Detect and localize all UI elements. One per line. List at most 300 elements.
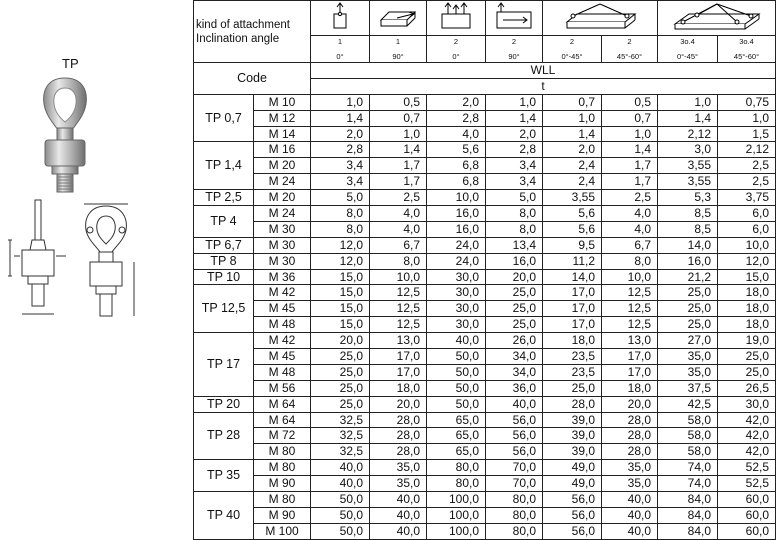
wll-value: 1,4 [311, 110, 370, 126]
wll-value: 6,7 [370, 237, 427, 253]
wll-value: 1,7 [370, 174, 427, 190]
wll-value: 40,0 [427, 333, 486, 349]
table-row [194, 126, 776, 142]
table-row [194, 237, 776, 253]
wll-value: 50,0 [311, 507, 370, 523]
wll-value: 26,5 [718, 380, 776, 396]
wll-value: 12,5 [602, 285, 658, 301]
wll-value: 8,0 [370, 253, 427, 269]
wll-value: 1,4 [543, 126, 602, 142]
model-name: TP 35 [194, 460, 254, 492]
thread-size: M 80 [254, 460, 311, 476]
wll-value: 80,0 [486, 507, 543, 523]
wll-value: 3,75 [718, 190, 776, 206]
wll-value: 2,5 [370, 190, 427, 206]
thread-size: M 80 [254, 444, 311, 460]
thread-size: M 10 [254, 94, 311, 110]
wll-value: 13,0 [370, 333, 427, 349]
table-row [194, 269, 776, 285]
wll-value: 25,0 [486, 301, 543, 317]
legs-angle-cell [543, 36, 602, 63]
wll-value: 0,75 [718, 94, 776, 110]
wll-value: 65,0 [427, 412, 486, 428]
wll-value: 28,0 [602, 444, 658, 460]
header-label-cell [194, 1, 311, 63]
wll-value: 40,0 [486, 396, 543, 412]
wll-value: 4,0 [427, 126, 486, 142]
wll-value: 58,0 [658, 444, 718, 460]
wll-value: 13,0 [602, 333, 658, 349]
wll-value: 42,0 [718, 412, 776, 428]
thread-size: M 64 [254, 412, 311, 428]
wll-value: 2,8 [486, 142, 543, 158]
wll-value: 1,4 [370, 142, 427, 158]
wll-value: 11,2 [543, 253, 602, 269]
attachment-icon-cell [311, 1, 370, 36]
thread-size: M 48 [254, 317, 311, 333]
thread-size: M 24 [254, 206, 311, 222]
wll-value: 49,0 [543, 476, 602, 492]
wll-value: 2,4 [543, 174, 602, 190]
wll-value: 20,0 [486, 269, 543, 285]
wll-value: 12,5 [602, 301, 658, 317]
wll-value: 32,5 [311, 428, 370, 444]
wll-value: 1,0 [543, 110, 602, 126]
wll-value: 10,0 [718, 237, 776, 253]
wll-value: 28,0 [370, 428, 427, 444]
legs-angle-cell [718, 36, 776, 63]
wll-value: 74,0 [658, 476, 718, 492]
wll-value: 40,0 [370, 492, 427, 508]
wll-value: 12,5 [370, 301, 427, 317]
thread-size: M 30 [254, 253, 311, 269]
wll-value: 10,0 [370, 269, 427, 285]
wll-value: 0,5 [602, 94, 658, 110]
wll-value: 18,0 [718, 317, 776, 333]
wll-value: 2,8 [427, 110, 486, 126]
table-row [194, 253, 776, 269]
wll-value: 35,0 [370, 460, 427, 476]
thread-size: M 45 [254, 349, 311, 365]
wll-value: 60,0 [718, 523, 776, 539]
wll-value: 10,0 [427, 190, 486, 206]
wll-value: 17,0 [602, 349, 658, 365]
wll-value: 84,0 [658, 492, 718, 508]
wll-value: 56,0 [543, 507, 602, 523]
model-name: TP 28 [194, 412, 254, 460]
wll-value: 16,0 [427, 206, 486, 222]
legs-angle-cell [486, 36, 543, 63]
wll-value: 56,0 [486, 412, 543, 428]
wll-value: 2,8 [311, 142, 370, 158]
wll-value: 30,0 [718, 396, 776, 412]
table-row [194, 174, 776, 190]
wll-value: 3,4 [486, 174, 543, 190]
wll-value: 28,0 [602, 428, 658, 444]
wll-value: 2,5 [718, 174, 776, 190]
wll-value: 18,0 [718, 285, 776, 301]
inclination-angle: 0°-45° [677, 52, 699, 61]
thread-size: M 20 [254, 190, 311, 206]
wll-value: 12,5 [370, 285, 427, 301]
wll-value: 30,0 [427, 285, 486, 301]
wll-value: 32,5 [311, 444, 370, 460]
model-name: TP 10 [194, 269, 254, 285]
wll-value: 1,4 [602, 142, 658, 158]
wll-value: 5,6 [543, 221, 602, 237]
thread-size: M 42 [254, 285, 311, 301]
attachment-icon-cell [658, 1, 776, 36]
wll-value: 35,0 [658, 349, 718, 365]
wll-value: 2,4 [543, 158, 602, 174]
wll-value: 34,0 [486, 349, 543, 365]
wll-value: 8,0 [486, 206, 543, 222]
wll-value: 35,0 [370, 476, 427, 492]
legs-count: 1 [395, 37, 401, 46]
wll-value: 40,0 [602, 507, 658, 523]
table-row [194, 317, 776, 333]
wll-header: WLL [311, 63, 776, 79]
table-row [194, 444, 776, 460]
wll-value: 4,0 [602, 221, 658, 237]
wll-value: 25,0 [311, 380, 370, 396]
wll-value: 5,0 [486, 190, 543, 206]
wll-value: 40,0 [602, 492, 658, 508]
wll-value: 49,0 [543, 460, 602, 476]
wll-value: 74,0 [658, 460, 718, 476]
wll-value: 40,0 [370, 523, 427, 539]
legs-angle-cell [427, 36, 486, 63]
legs-count: 3o.4 [739, 37, 754, 46]
wll-value: 30,0 [427, 317, 486, 333]
legs-count: 2 [569, 37, 575, 46]
thread-size: M 30 [254, 237, 311, 253]
thread-size: M 16 [254, 142, 311, 158]
wll-value: 23,5 [543, 364, 602, 380]
wll-value: 25,0 [718, 349, 776, 365]
wll-value: 1,0 [658, 94, 718, 110]
wll-value: 40,0 [311, 460, 370, 476]
table-row [194, 364, 776, 380]
inclination-angle: 45°-60° [733, 52, 760, 61]
table-row [194, 428, 776, 444]
wll-value: 18,0 [370, 380, 427, 396]
wll-value: 52,5 [718, 476, 776, 492]
wll-value: 20,0 [311, 333, 370, 349]
wll-value: 8,5 [658, 221, 718, 237]
table-row [194, 523, 776, 539]
table-row [194, 206, 776, 222]
wll-value: 80,0 [427, 460, 486, 476]
wll-value: 39,0 [543, 412, 602, 428]
four-leg-sling-icon [667, 2, 767, 32]
wll-value: 18,0 [602, 380, 658, 396]
wll-value: 1,7 [602, 158, 658, 174]
model-name: TP 20 [194, 396, 254, 412]
attachment-label: kind of attachment [196, 18, 290, 31]
model-name: TP 4 [194, 206, 254, 238]
wll-value: 0,7 [370, 110, 427, 126]
thread-size: M 36 [254, 269, 311, 285]
wll-value: 10,0 [602, 269, 658, 285]
thread-size: M 64 [254, 396, 311, 412]
table-row [194, 301, 776, 317]
thread-size: M 56 [254, 380, 311, 396]
wll-value: 0,5 [370, 94, 427, 110]
wll-value: 100,0 [427, 507, 486, 523]
wll-value: 3,0 [658, 142, 718, 158]
model-name: TP 8 [194, 253, 254, 269]
wll-value: 17,0 [543, 285, 602, 301]
wll-value: 80,0 [486, 492, 543, 508]
table-row [194, 221, 776, 237]
wll-value: 8,0 [311, 221, 370, 237]
inclination-angle: 90° [508, 52, 520, 61]
wll-value: 40,0 [311, 476, 370, 492]
wll-value: 6,8 [427, 158, 486, 174]
wll-value: 17,0 [543, 301, 602, 317]
wll-value: 1,0 [370, 126, 427, 142]
model-name: TP 6,7 [194, 237, 254, 253]
wll-value: 17,0 [543, 317, 602, 333]
model-name: TP 1,4 [194, 142, 254, 190]
wll-value: 8,0 [311, 206, 370, 222]
wll-value: 18,0 [543, 333, 602, 349]
wll-value: 20,0 [370, 396, 427, 412]
wll-value: 9,5 [543, 237, 602, 253]
wll-value: 25,0 [486, 285, 543, 301]
wll-value: 25,0 [658, 285, 718, 301]
wll-value: 2,0 [543, 142, 602, 158]
inclination-angle: 45°-60° [616, 52, 643, 61]
wll-value: 15,0 [311, 317, 370, 333]
thread-size: M 90 [254, 507, 311, 523]
two-leg-vertical-icon [438, 2, 474, 32]
wll-value: 8,5 [658, 206, 718, 222]
wll-value: 1,0 [311, 94, 370, 110]
wll-value: 50,0 [427, 364, 486, 380]
legs-count: 2 [627, 37, 632, 46]
wll-value: 21,2 [658, 269, 718, 285]
thread-size: M 48 [254, 364, 311, 380]
wll-value: 2,5 [718, 158, 776, 174]
table-row [194, 396, 776, 412]
wll-value: 1,5 [718, 126, 776, 142]
wll-value: 24,0 [427, 253, 486, 269]
wll-value: 1,0 [486, 94, 543, 110]
wll-value: 4,0 [602, 206, 658, 222]
wll-value: 12,5 [602, 317, 658, 333]
wll-value: 84,0 [658, 507, 718, 523]
wll-value: 1,4 [658, 110, 718, 126]
wll-value: 0,7 [602, 110, 658, 126]
wll-value: 4,0 [370, 206, 427, 222]
wll-value: 2,12 [718, 142, 776, 158]
legs-angle-cell [311, 36, 370, 63]
wll-value: 32,5 [311, 412, 370, 428]
wll-value: 6,0 [718, 206, 776, 222]
attachment-icon-cell [370, 1, 427, 36]
table-row [194, 349, 776, 365]
wll-value: 28,0 [370, 412, 427, 428]
wll-value: 3,55 [658, 158, 718, 174]
wll-value: 25,0 [658, 317, 718, 333]
wll-value: 8,0 [486, 221, 543, 237]
wll-value: 35,0 [602, 460, 658, 476]
legs-angle-cell [370, 36, 427, 63]
wll-value: 80,0 [486, 523, 543, 539]
wll-value: 60,0 [718, 507, 776, 523]
wll-value: 14,0 [658, 237, 718, 253]
product-panel [0, 0, 190, 534]
wll-value: 65,0 [427, 428, 486, 444]
wll-value: 3,4 [311, 158, 370, 174]
inclination-angle: 0°-45° [561, 52, 583, 61]
wll-value: 13,4 [486, 237, 543, 253]
wll-value: 24,0 [427, 237, 486, 253]
attachment-icon-cell [543, 1, 658, 36]
thread-size: M 12 [254, 110, 311, 126]
wll-value: 15,0 [311, 301, 370, 317]
wll-value: 16,0 [658, 253, 718, 269]
lifting-eye-bolt-photo [30, 74, 100, 194]
model-name: TP 0,7 [194, 94, 254, 142]
wll-value: 50,0 [311, 523, 370, 539]
wll-value: 35,0 [602, 476, 658, 492]
wll-value: 56,0 [543, 523, 602, 539]
wll-value: 39,0 [543, 428, 602, 444]
legs-count: 2 [511, 37, 517, 46]
wll-value: 65,0 [427, 444, 486, 460]
wll-value: 58,0 [658, 412, 718, 428]
wll-value: 17,0 [602, 364, 658, 380]
wll-value: 100,0 [427, 523, 486, 539]
wll-value: 3,4 [311, 174, 370, 190]
table-row [194, 476, 776, 492]
wll-value: 25,0 [718, 364, 776, 380]
inclination-angle: 0° [452, 52, 460, 61]
wll-value: 6,7 [602, 237, 658, 253]
wll-value: 14,0 [543, 269, 602, 285]
wll-value: 1,0 [718, 110, 776, 126]
table-row [194, 158, 776, 174]
thread-size: M 45 [254, 301, 311, 317]
table-row [194, 94, 776, 110]
wll-value: 35,0 [658, 364, 718, 380]
wll-value: 50,0 [427, 349, 486, 365]
inclination-angle: 90° [392, 52, 404, 61]
wll-value: 52,5 [718, 460, 776, 476]
wll-value: 1,7 [602, 174, 658, 190]
legs-angle-cell [658, 36, 718, 63]
wll-value: 5,6 [543, 206, 602, 222]
wll-value: 12,5 [370, 317, 427, 333]
wll-value: 25,0 [486, 317, 543, 333]
wll-value: 5,0 [311, 190, 370, 206]
wll-value: 25,0 [311, 349, 370, 365]
thread-size: M 14 [254, 126, 311, 142]
wll-value: 60,0 [718, 492, 776, 508]
thread-size: M 20 [254, 158, 311, 174]
wll-value: 2,0 [486, 126, 543, 142]
legs-count: 1 [337, 37, 343, 46]
wll-value: 12,0 [311, 253, 370, 269]
wll-value: 5,6 [427, 142, 486, 158]
wll-value: 25,0 [311, 364, 370, 380]
attachment-icon-cell [486, 1, 543, 36]
two-leg-sling-icon [555, 2, 645, 32]
wll-value: 2,5 [602, 190, 658, 206]
wll-value: 2,0 [427, 94, 486, 110]
wll-value: 26,0 [486, 333, 543, 349]
legs-count: 3o.4 [680, 37, 695, 46]
thread-size: M 30 [254, 221, 311, 237]
wll-value: 20,0 [602, 396, 658, 412]
wll-table-body [194, 94, 776, 539]
table-row [194, 460, 776, 476]
thread-size: M 42 [254, 333, 311, 349]
wll-value: 1,4 [486, 110, 543, 126]
wll-value: 4,0 [370, 221, 427, 237]
wll-value: 17,0 [370, 349, 427, 365]
wll-value: 1,0 [602, 126, 658, 142]
code-header: Code [194, 63, 311, 95]
wll-value: 12,0 [311, 237, 370, 253]
wll-value: 25,0 [658, 301, 718, 317]
technical-drawing [4, 196, 154, 326]
wll-value: 70,0 [486, 476, 543, 492]
wll-value: 36,0 [486, 380, 543, 396]
wll-value: 0,7 [543, 94, 602, 110]
table-row [194, 380, 776, 396]
legs-angle-cell [602, 36, 658, 63]
wll-value: 8,0 [602, 253, 658, 269]
wll-value: 12,0 [718, 253, 776, 269]
wll-value: 2,0 [311, 126, 370, 142]
product-name: TP [62, 56, 79, 71]
wll-value: 37,5 [658, 380, 718, 396]
thread-size: M 24 [254, 174, 311, 190]
wll-value: 15,0 [311, 285, 370, 301]
wll-value: 19,0 [718, 333, 776, 349]
wll-value: 6,0 [718, 221, 776, 237]
wll-value: 56,0 [486, 428, 543, 444]
model-name: TP 40 [194, 492, 254, 540]
wll-value: 70,0 [486, 460, 543, 476]
inclination-angle: 0° [336, 52, 344, 61]
wll-value: 2,12 [658, 126, 718, 142]
table-row [194, 333, 776, 349]
model-name: TP 17 [194, 333, 254, 397]
wll-value: 6,8 [427, 174, 486, 190]
wll-value: 16,0 [486, 253, 543, 269]
single-leg-vertical-icon [330, 2, 350, 32]
attachment-icon-cell [427, 1, 486, 36]
wll-value: 42,0 [718, 428, 776, 444]
wll-value: 34,0 [486, 364, 543, 380]
table-row [194, 110, 776, 126]
wll-value: 56,0 [486, 444, 543, 460]
wll-table [193, 0, 776, 540]
two-leg-side-pull-icon [493, 2, 535, 32]
wll-value: 25,0 [311, 396, 370, 412]
wll-value: 30,0 [427, 301, 486, 317]
wll-value: 15,0 [311, 269, 370, 285]
wll-value: 28,0 [370, 444, 427, 460]
model-name: TP 12,5 [194, 285, 254, 333]
wll-value: 15,0 [718, 269, 776, 285]
table-row [194, 507, 776, 523]
